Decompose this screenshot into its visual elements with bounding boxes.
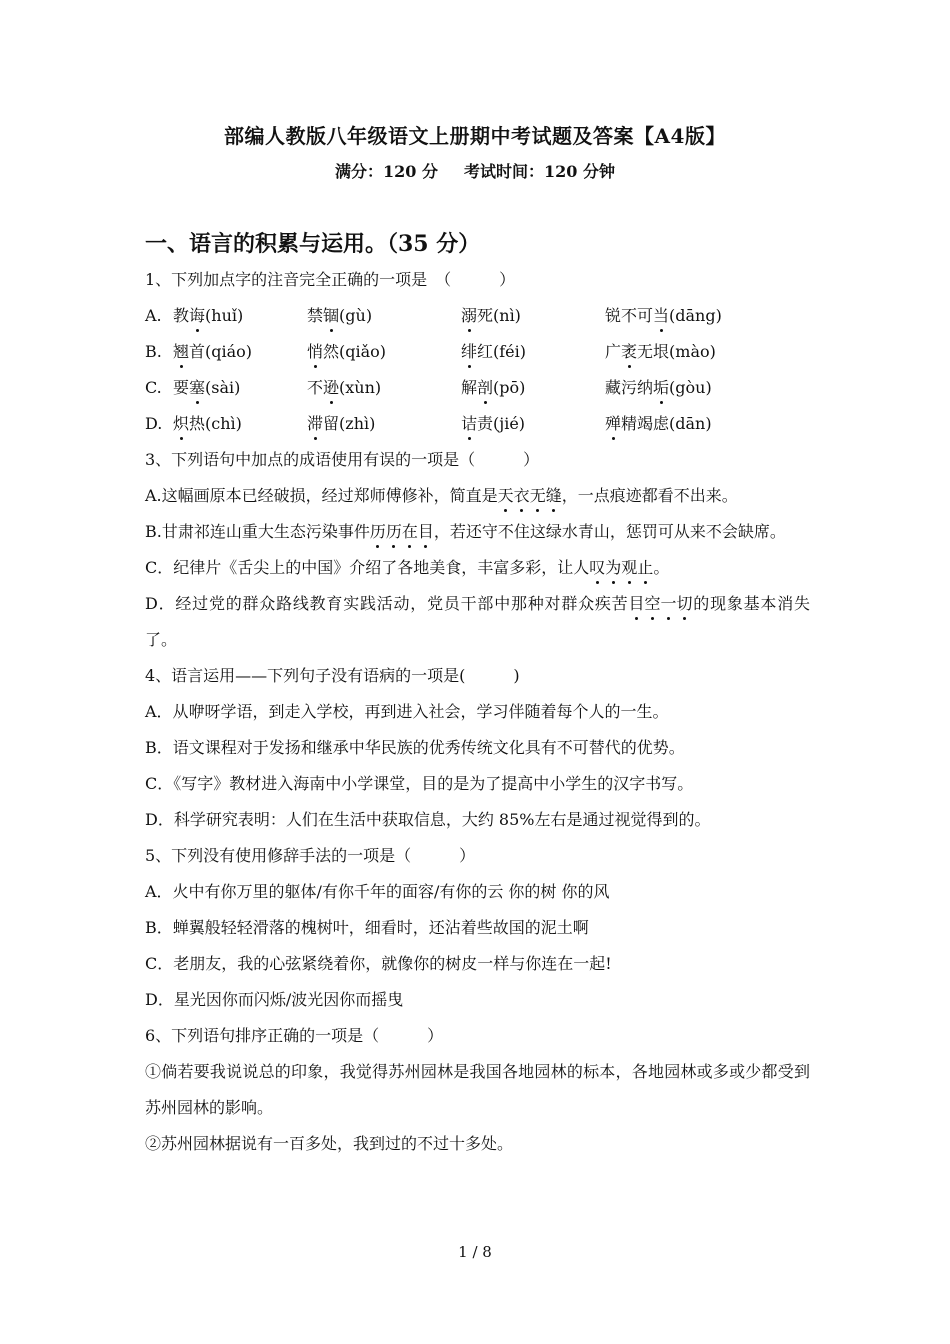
question-3-option-a: A.这幅画原本已经破损，经过郑师傅修补，简直是天衣无缝，一点痕迹都看不出来。	[145, 478, 810, 514]
question-4-option-c: C．《写字》教材进入海南中小学课堂，目的是为了提高中小学生的汉字书写。	[145, 774, 694, 793]
page-number: 1 / 8	[458, 1243, 492, 1261]
questions	[145, 262, 810, 1162]
question-1-option-c: C. 要塞(sài) 不逊(xùn) 解剖(pō) 藏污纳垢(gòu)	[145, 370, 810, 406]
question-4-stem: 4、语言运用——下列句子没有语病的一项是( )	[145, 666, 520, 685]
question-3-option-c: C．纪律片《舌尖上的中国》介绍了各地美食，丰富多彩，让人叹为观止。	[145, 550, 810, 586]
question-5-option-b: B．蝉翼般轻轻滑落的槐树叶，细看时，还沾着些故国的泥土啊	[145, 918, 589, 937]
time-info: 考试时间：120 分钟	[464, 162, 615, 181]
question-5-option-a: A．火中有你万里的躯体/有你千年的面容/有你的云 你的树 你的风	[145, 882, 610, 901]
dotted-idiom: 天衣无缝	[498, 486, 562, 505]
question-4-option-d: D．科学研究表明：人们在生活中获取信息，大约 85%左右是通过视觉得到的。	[145, 810, 711, 829]
question-6-sentence-2: ②苏州园林据说有一百多处，我到过的不过十多处。	[145, 1134, 514, 1153]
exam-title: 部编人教版八年级语文上册期中考试题及答案【A4版】	[224, 124, 726, 148]
score-info: 满分：120 分	[335, 162, 438, 181]
dotted-idiom: 历历在目	[370, 522, 434, 541]
section-heading: 一、语言的积累与运用。（35 分）	[145, 231, 481, 257]
question-3-stem: 3、下列语句中加点的成语使用有误的一项是（ ）	[145, 450, 540, 469]
exam-subtitle	[0, 159, 950, 182]
question-5-option-c: C．老朋友，我的心弦紧绕着你，就像你的树皮一样与你连在一起!	[145, 954, 612, 973]
question-4-option-b: B．语文课程对于发扬和继承中华民族的优秀传统文化具有不可替代的优势。	[145, 738, 685, 757]
question-3-option-d: D．经过党的群众路线教育实践活动，党员干部中那种对群众疾苦目空一切的现象基本消失了。	[145, 586, 810, 658]
question-5-option-d: D．星光因你而闪烁/波光因你而摇曳	[145, 990, 404, 1009]
question-4-option-a: A．从咿呀学语，到走入学校，再到进入社会，学习伴随着每个人的一生。	[145, 702, 669, 721]
dotted-idiom: 目空一切	[628, 594, 692, 613]
question-5-stem: 5、下列没有使用修辞手法的一项是（ ）	[145, 846, 476, 865]
question-6-stem: 6、下列语句排序正确的一项是（ ）	[145, 1026, 444, 1045]
question-1-stem: 1、下列加点字的注音完全正确的一项是 （ ）	[145, 270, 516, 289]
dotted-idiom: 叹为观止	[589, 558, 653, 577]
question-1-option-d: D. 炽热(chì) 滞留(zhì) 诘责(jié) 殚精竭虑(dān)	[145, 406, 810, 442]
question-1-option-a: A. 教诲(huǐ) 禁锢(gù) 溺死(nì) 锐不可当(dāng)	[145, 298, 810, 334]
question-3-option-b: B.甘肃祁连山重大生态污染事件历历在目，若还守不住这绿水青山，惩罚可从来不会缺席。	[145, 514, 810, 550]
question-6-sentence-1: ①倘若要我说说总的印象，我觉得苏州园林是我国各地园林的标本，各地园林或多或少都受到苏州园林的影响。	[145, 1062, 810, 1117]
question-1-option-b: B. 翘首(qiáo) 悄然(qiǎo) 绯红(féi) 广袤无垠(mào)	[145, 334, 810, 370]
